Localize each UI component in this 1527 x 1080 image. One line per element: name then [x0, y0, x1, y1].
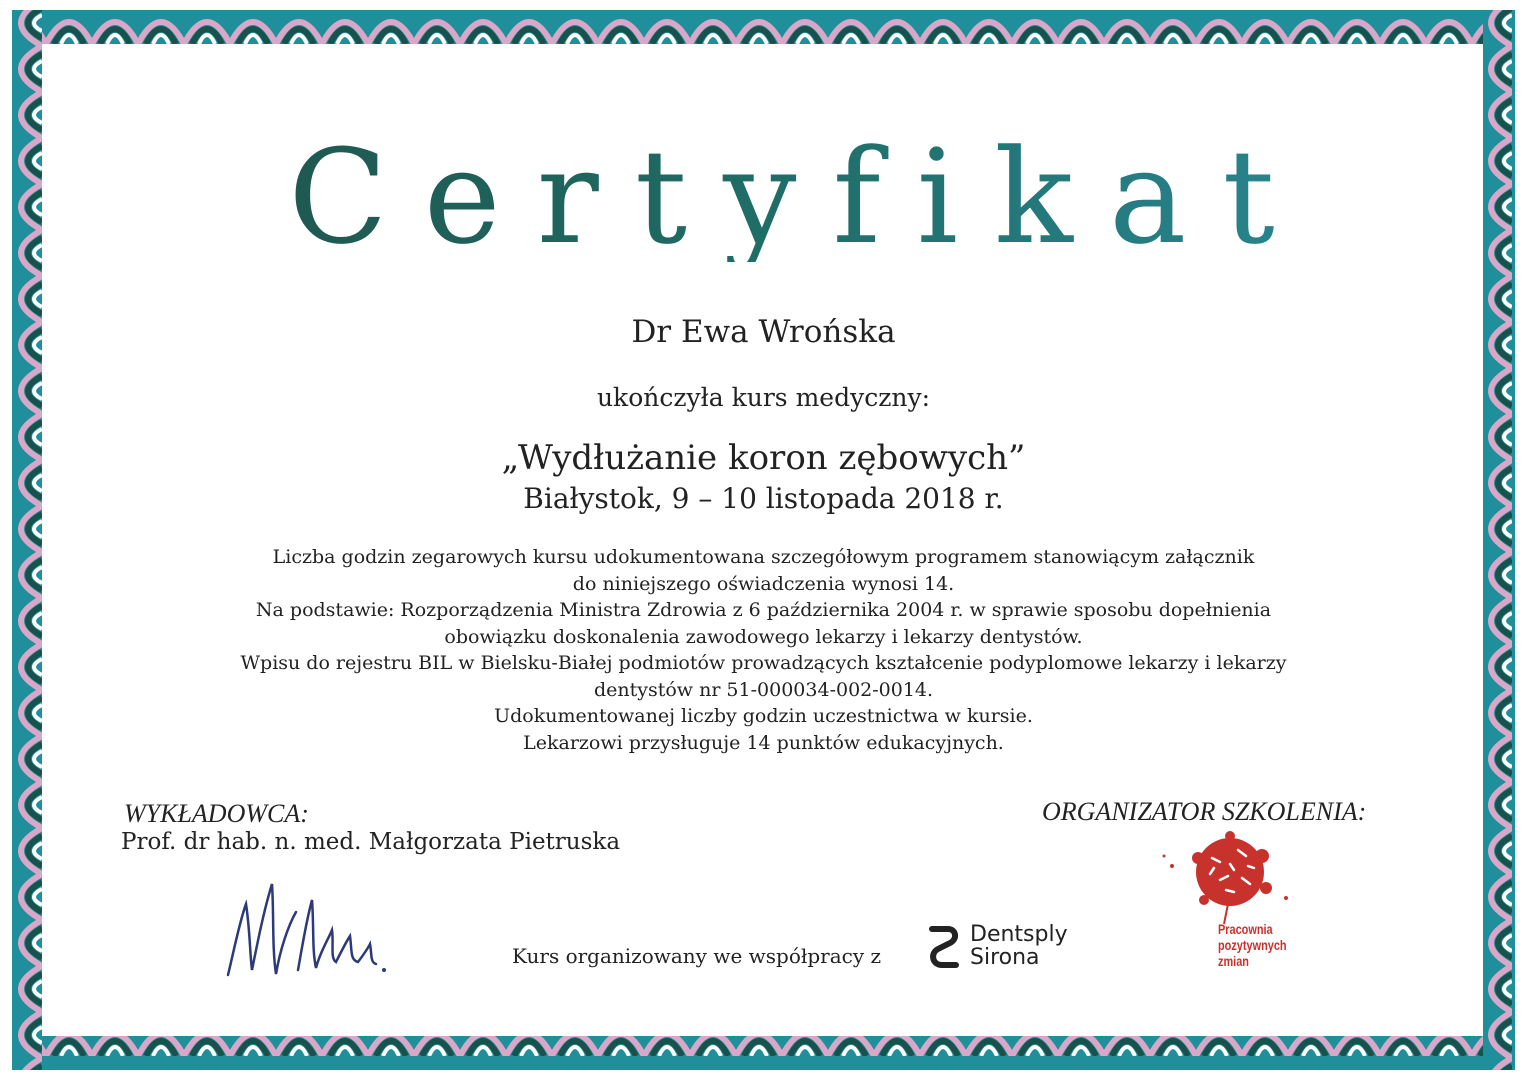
cooperation-text: Kurs organizowany we współpracy z	[512, 944, 882, 968]
lecturer-label: WYKŁADOWCA:	[124, 799, 309, 828]
dentsply-word: Dentsply	[970, 922, 1068, 947]
zmian-word: zmian	[1218, 953, 1249, 969]
description-line: Na podstawie: Rozporządzenia Ministra Zdrowia z 6 października 2004 r. w sprawie sposobu dopełnienia	[255, 599, 1272, 621]
pracownia-logo-text	[1218, 921, 1287, 969]
pracownia-flower-icon	[1150, 828, 1300, 928]
recipient-name: Dr Ewa Wrońska	[631, 314, 896, 350]
course-title: „Wydłużanie koron zębowych”	[501, 438, 1026, 478]
description-line: do niniejszego oświadczenia wynosi 14.	[572, 572, 955, 595]
certificate-description	[150, 544, 1377, 756]
description-line: dentystów nr 51-000034-002-0014.	[593, 678, 934, 701]
description-line: Lekarzowi przysługuje 14 punktów edukacyjnych.	[523, 731, 1004, 754]
description-line: Liczba godzin zegarowych kursu udokumentowana szczegółowym programem stanowiącym załącznik	[272, 546, 1255, 568]
description-line: obowiązku doskonalenia zawodowego lekarzy i lekarzy dentystów.	[444, 625, 1083, 648]
signature-icon	[220, 870, 400, 980]
completed-statement: ukończyła kurs medyczny:	[596, 383, 931, 412]
dentsply-sirona-icon	[928, 925, 960, 969]
certificate-title: Certyfikat	[0, 132, 1527, 262]
pozytywnych-word: pozytywnych	[1218, 937, 1287, 953]
description-line: Udokumentowanej liczby godzin uczestnictwa w kursie.	[494, 705, 1033, 727]
course-place-date: Białystok, 9 – 10 listopada 2018 r.	[523, 482, 1004, 515]
dentsply-sirona-logo-text	[970, 923, 1068, 969]
lecturer-name: Prof. dr hab. n. med. Małgorzata Pietruska	[121, 829, 621, 855]
pracownia-word: Pracownia	[1218, 921, 1273, 937]
sirona-word: Sirona	[970, 945, 1040, 970]
description-line: Wpisu do rejestru BIL w Bielsku-Białej podmiotów prowadzących kształcenie podyplomowe lekarzy i lekarzy	[240, 652, 1287, 674]
organizer-label: ORGANIZATOR SZKOLENIA:	[1042, 797, 1367, 826]
